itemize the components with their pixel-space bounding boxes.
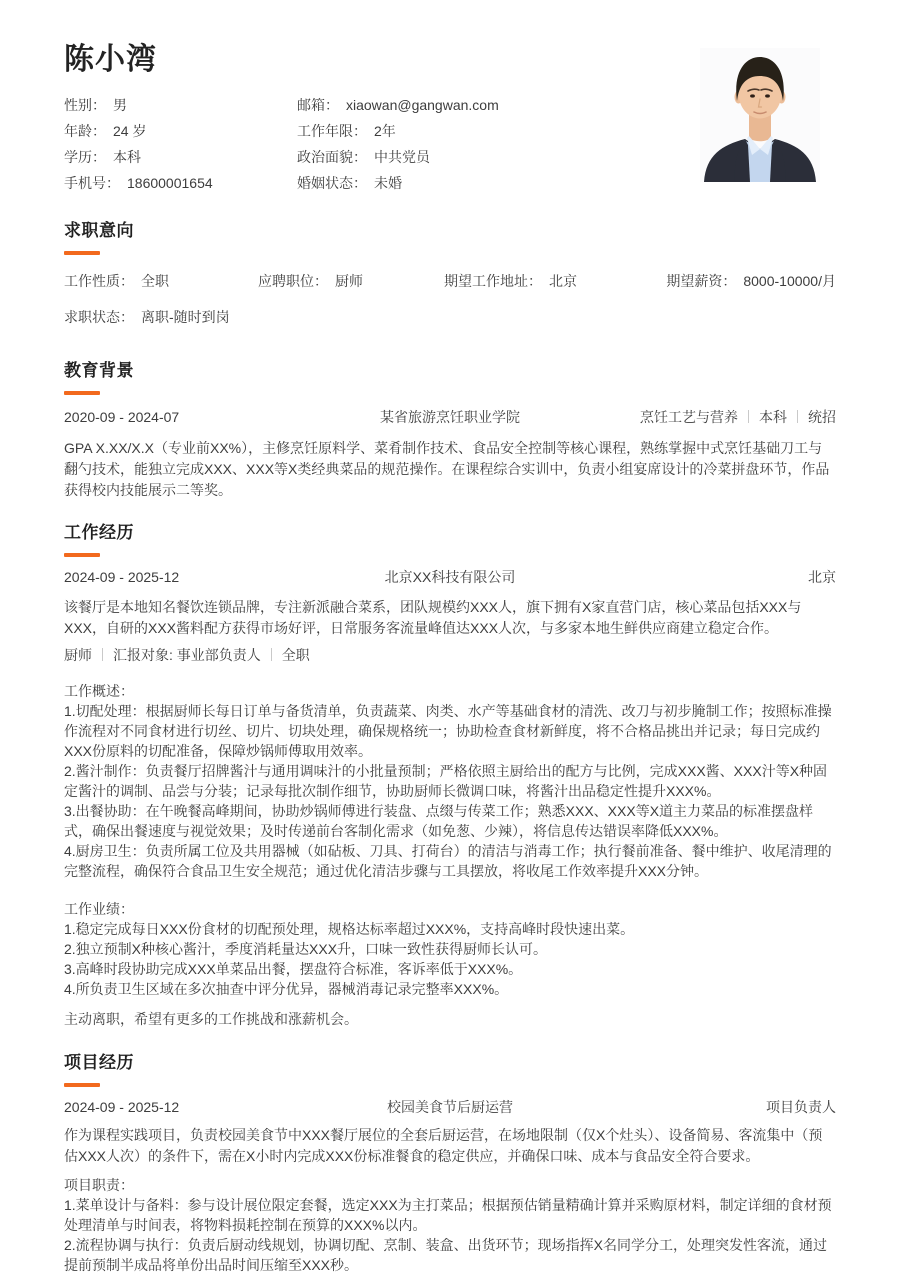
project-duties — [64, 1175, 836, 1275]
overview-item: 1.切配处理：根据厨师长每日订单与备货清单，负责蔬菜、肉类、水产等基础食材的清洗、改刀与初步腌制工作；按照标准操作流程对不同食材进行切丝、切片、切块处理，确保规格统一；协助检查食材新鲜度，将不合格品挑出并记录；每日完成约XXX份原料的切配准备，保障炒锅师傅取用效率。 — [64, 703, 832, 759]
education-school: 某省旅游烹饪职业学院 — [380, 409, 520, 425]
field-phone: 手机号： 18600001654 — [64, 175, 213, 191]
job-intention-row1 — [64, 272, 836, 290]
work-overview — [64, 681, 836, 881]
profile-info-right-column — [297, 92, 499, 196]
work-period: 2024-09 - 2025-12 — [64, 569, 180, 585]
achievement-item: 3.高峰时段协助完成XXX单菜品出餐，摆盘符合标准，客诉率低于XXX%。 — [64, 961, 523, 977]
field-marital-status: 婚姻状态： 未婚 — [297, 175, 402, 191]
work-achievements — [64, 899, 836, 999]
education-tags — [596, 407, 836, 427]
profile-info-left-column — [64, 92, 297, 196]
work-header-row — [64, 567, 836, 587]
candidate-name: 陈小湾 — [64, 43, 157, 76]
section-underline — [64, 251, 100, 255]
field-email: 邮箱： xiaowan@gangwan.com — [297, 97, 499, 113]
intent-location: 期望工作地址： 北京 — [444, 273, 577, 289]
achievement-item: 2.独立预制X种核心酱汁，季度消耗量达XXX升，口味一致性获得厨师长认可。 — [64, 941, 548, 957]
intent-status: 求职状态： 离职-随时到岗 — [64, 309, 230, 325]
overview-item: 2.酱汁制作：负责餐厅招牌酱汁与通用调味汁的小批量预制；严格依照主厨给出的配方与比例，完成XXX酱、XXX汁等X种固定酱汁的调制、品尝与分装；记录每批次制作细节，协助厨师长微调口味，将酱汁出品稳定性提升XXX%。 — [64, 763, 828, 799]
work-title: 工作经历 — [64, 523, 134, 542]
education-major: 烹饪工艺与营养 — [640, 409, 738, 425]
overview-item: 4.厨房卫生：负责所属工位及共用器械（如砧板、刀具、打荷台）的清洁与消毒工作；执行餐前准备、餐中维护、收尾清理的完整流程，确保符合食品卫生安全规范；通过优化清洁步骤与工具摆放，将收尾工作效率提升XXX分钟。 — [64, 843, 832, 879]
resign-note: 主动离职，希望有更多的工作挑战和涨薪机会。 — [64, 1011, 358, 1027]
section-education — [64, 359, 836, 501]
intent-job-type: 工作性质： 全职 — [64, 273, 169, 289]
project-role: 项目负责人 — [766, 1099, 836, 1115]
section-underline — [64, 553, 100, 557]
work-company: 北京XX科技有限公司 — [384, 569, 516, 585]
company-description: 该餐厅是本地知名餐饮连锁品牌，专注新派融合菜系，团队规模约XXX人，旗下拥有X家直营门店，核心菜品包括XXX与XXX，自研的XXX酱料配方获得市场好评，日常服务客流量峰值达XXX人次，与多家本地生鲜供应商建立稳定合作。 — [64, 599, 802, 636]
project-period: 2024-09 - 2025-12 — [64, 1099, 180, 1115]
duty-item: 1.菜单设计与备料：参与设计展位限定套餐，选定XXX为主打菜品；根据预估销量精确计算并采购原材料，制定详细的食材预处理清单与时间表，将物料损耗控制在预算的XXX%以内。 — [64, 1197, 832, 1233]
education-enrollment-type: 统招 — [808, 409, 836, 425]
project-header-row — [64, 1097, 836, 1117]
project-duties-label: 项目职责： — [64, 1177, 134, 1193]
section-underline — [64, 391, 100, 395]
intent-salary: 期望薪资： 8000-10000/月 — [666, 273, 836, 289]
project-title: 项目经历 — [64, 1053, 134, 1072]
job-intention-title: 求职意向 — [64, 221, 134, 240]
work-location: 北京 — [808, 569, 836, 585]
duty-item: 2.流程协调与执行：负责后厨动线规划，协调切配、烹制、装盒、出货环节；现场指挥X名同学分工，处理突发性客流，通过提前预制半成品将单份出品时间压缩至XXX秒。 — [64, 1237, 828, 1273]
education-header-row — [64, 407, 836, 427]
achievement-item: 4.所负责卫生区域在多次抽查中评分优异，器械消毒记录完整率XXX%。 — [64, 981, 509, 997]
field-education-level: 学历： 本科 — [64, 149, 141, 165]
project-name: 校园美食节后厨运营 — [387, 1099, 513, 1115]
divider — [797, 410, 798, 423]
divider — [102, 648, 103, 661]
intent-position: 应聘职位： 厨师 — [258, 273, 363, 289]
section-underline — [64, 1083, 100, 1087]
overview-item: 3.出餐协助：在午晚餐高峰期间，协助炒锅师傅进行装盘、点缀与传菜工作；熟悉XXX、XXX等X道主力菜品的标准摆盘样式，确保出餐速度与视觉效果；及时传递前台客制化需求（如免葱、少辣），将信息传达错误率降低XXX%。 — [64, 803, 814, 839]
field-gender: 性别： 男 — [64, 97, 127, 113]
field-age: 年龄： 24 岁 — [64, 123, 147, 139]
section-job-intention — [64, 219, 836, 326]
section-work-experience — [64, 521, 836, 1029]
work-employment-type: 全职 — [281, 647, 310, 663]
education-degree: 本科 — [759, 409, 787, 425]
work-report-to: 汇报对象: 事业部负责人 — [113, 647, 261, 663]
work-meta-row — [64, 645, 836, 665]
work-achievements-label: 工作业绩： — [64, 901, 134, 917]
education-title: 教育背景 — [64, 361, 134, 380]
profile-photo — [700, 48, 820, 182]
field-work-years: 工作年限： 2年 — [297, 123, 396, 139]
project-description: 作为课程实践项目，负责校园美食节中XXX餐厅展位的全套后厨运营，在场地限制（仅X个灶头）、设备简易、客流集中（预估XXX人次）的条件下，需在X小时内完成XXX份标准餐食的稳定供应，并确保口味、成本与食品安全符合要求。 — [64, 1127, 823, 1164]
divider — [271, 648, 272, 661]
divider — [748, 410, 749, 423]
education-period: 2020-09 - 2024-07 — [64, 409, 180, 425]
section-project-experience — [64, 1051, 836, 1275]
field-political-status: 政治面貌： 中共党员 — [297, 149, 430, 165]
work-position: 厨师 — [64, 647, 92, 663]
education-description: GPA X.XX/X.X（专业前XX%），主修烹饪原料学、菜肴制作技术、食品安全控制等核心课程，熟练掌握中式烹饪基础刀工与翻勺技术，能独立完成XXX、XXX等X类经典菜品的规范操作。在课程综合实训中，负责小组宴席设计的冷菜拼盘环节，作品获得校内技能展示二等奖。 — [64, 440, 830, 498]
achievement-item: 1.稳定完成每日XXX份食材的切配预处理，规格达标率超过XXX%，支持高峰时段快速出菜。 — [64, 921, 635, 937]
work-overview-label: 工作概述： — [64, 683, 134, 699]
